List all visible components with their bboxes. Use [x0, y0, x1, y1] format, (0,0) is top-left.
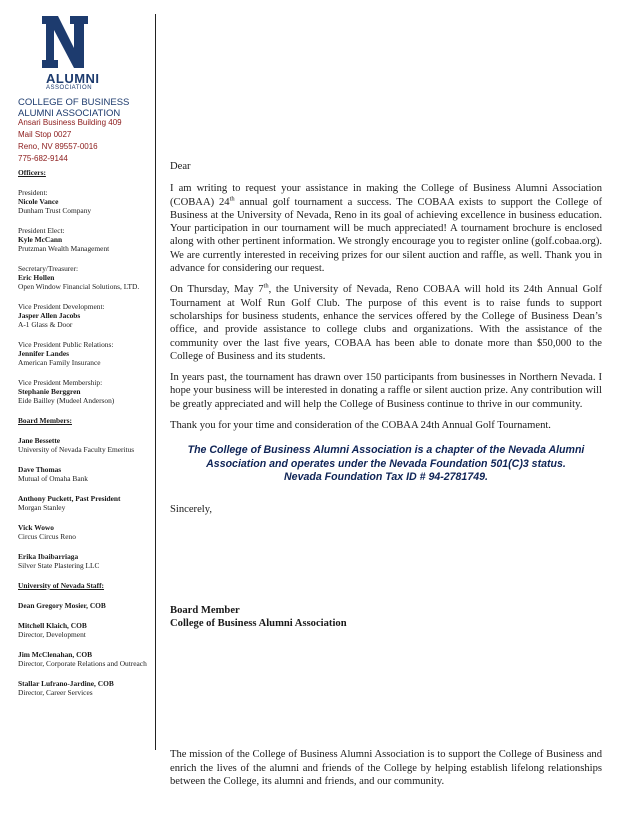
board-member-org: Circus Circus Reno — [18, 532, 76, 541]
officer-org: Prutzman Wealth Management — [18, 244, 110, 253]
officer-title: President: — [18, 188, 48, 197]
staff-name: Stallar Lufrano-Jardine, COB — [18, 679, 114, 688]
signature-org: College of Business Alumni Association — [170, 618, 347, 630]
closing: Sincerely, — [170, 503, 212, 515]
board-member-entry — [18, 523, 148, 541]
address-phone: 775-682-9144 — [18, 154, 68, 163]
staff-name: Jim McClenahan, COB — [18, 650, 93, 659]
paragraph-text: , the University of Nevada, Reno COBAA will hold its 24th Annual Golf Tournament at Wolf Run Golf Club. The purpose of this event is to raise funds to support scholarships for business students, enhance the services offered by the College of Business Dean’s office, and provide assistance to college clubs and organizations. With the assistance of the community over the last five years, COBAA has been able to donate more than $50,000 to the College of Business and its students. — [170, 284, 602, 362]
officer-entry — [18, 264, 148, 291]
mailing-address — [18, 117, 122, 165]
divider-line — [155, 14, 156, 750]
officer-title: Vice President Development: — [18, 302, 105, 311]
staff-header: University of Nevada Staff: — [18, 581, 105, 590]
logo-alumni-text: ALUMNI — [46, 71, 100, 86]
board-member-org: University of Nevada Faculty Emeritus — [18, 445, 135, 454]
address-line: Reno, NV 89557-0016 — [18, 142, 98, 151]
board-member-entry — [18, 494, 148, 512]
board-member-name: Anthony Puckett, Past President — [18, 494, 121, 503]
board-member-name: Dave Thomas — [18, 465, 62, 474]
paragraph-history: In years past, the tournament has drawn over 150 participants from businesses in Northern Nevada. I hope your business will be interested in donating a raffle or silent auction prize. Any contribution will be greatly appreciated and will help the College of Business continue to thrive in our community. — [170, 372, 602, 410]
officer-entry — [18, 188, 148, 215]
officer-entry — [18, 340, 148, 367]
officer-entry — [18, 378, 148, 405]
nevada-n-logo-icon — [40, 14, 90, 70]
officer-name: Jasper Allen Jacobs — [18, 311, 81, 320]
officer-title: Secretary/Treasurer: — [18, 264, 79, 273]
address-line: Ansari Business Building 409 — [18, 118, 122, 127]
officer-title: Vice President Public Relations: — [18, 340, 114, 349]
logo-association-text: ASSOCIATION — [46, 85, 93, 91]
officer-org: A-1 Glass & Door — [18, 320, 73, 329]
signature-title: Board Member — [170, 605, 240, 616]
chapter-statement — [170, 444, 602, 485]
staff-role: Director, Development — [18, 630, 86, 639]
tax-id-line: Nevada Foundation Tax ID # 94-2781749. — [284, 471, 488, 484]
officer-entry — [18, 226, 148, 253]
officer-org: American Family Insurance — [18, 358, 101, 367]
staff-role: Director, Corporate Relations and Outreach — [18, 659, 147, 668]
board-member-name: Jane Bessette — [18, 436, 61, 445]
staff-role: Director, Career Services — [18, 688, 93, 697]
address-line: Mail Stop 0027 — [18, 130, 72, 139]
officer-name: Stephanie Berggren — [18, 387, 81, 396]
officer-org: Dunham Trust Company — [18, 206, 92, 215]
superscript: th — [263, 282, 269, 290]
staff-entry — [18, 679, 148, 697]
logo-cob-line2: ALUMNI ASSOCIATION — [18, 108, 121, 119]
board-member-org: Silver State Plastering LLC — [18, 561, 100, 570]
board-member-entry — [18, 552, 148, 570]
paragraph-text: I am writing to request your assistance in making the College of Business Alumni Association (COBAA) 24 — [170, 183, 602, 208]
officer-name: Eric Hollen — [18, 273, 55, 282]
signature-block — [170, 604, 347, 631]
board-member-org: Mutual of Omaha Bank — [18, 474, 88, 483]
paragraph-event — [170, 283, 602, 363]
officers-header: Officers: — [18, 168, 46, 177]
officer-org: Open Window Financial Solutions, LTD. — [18, 282, 140, 291]
chapter-line: The College of Business Alumni Association is a chapter of the Nevada Alumni — [187, 444, 585, 457]
staff-name: Mitchell Klaich, COB — [18, 621, 87, 630]
letter-body — [170, 160, 602, 524]
paragraph-thanks: Thank you for your time and consideration of the COBAA 24th Annual Golf Tournament. — [170, 420, 551, 432]
officer-title: Vice President Membership: — [18, 378, 103, 387]
officer-org: Eide Bailley (Mudeel Anderson) — [18, 396, 115, 405]
officer-name: Nicole Vance — [18, 197, 59, 206]
board-members-header: Board Members: — [18, 416, 72, 425]
board-member-org: Morgan Stanley — [18, 503, 66, 512]
officer-name: Jennifer Landes — [18, 349, 69, 358]
officer-name: Kyle McCann — [18, 235, 63, 244]
logo-cob-line1: COLLEGE OF BUSINESS — [18, 97, 130, 108]
mission-statement: The mission of the College of Business Alumni Association is to support the College of Business and enrich the lives of the alumni and friends of the College by helping establish lifelong relationships between the College, its alumni and friends, and our community. — [170, 749, 602, 787]
chapter-line: Association and operates under the Nevada Foundation 501(C)3 status. — [206, 457, 566, 470]
officer-entry — [18, 302, 148, 329]
board-member-entry — [18, 465, 148, 483]
board-member-name: Erika Ibaibarriaga — [18, 552, 79, 561]
staff-entry — [18, 650, 148, 668]
paragraph-text: annual golf tournament a success. The COBAA exists to support the College of Business at the University of Nevada, Reno in its goal of achieving excellence in business education. Your participation in our tournament will be much appreciated! A tournament brochure is enclosed along with other pertinent information. We strongly encourage you to register online (golf.cobaa.org). We are currently interested in receiving prizes for our silent auction and raffle, as well. Thank you in advance for considering our request. — [170, 196, 602, 275]
salutation: Dear — [170, 161, 191, 172]
paragraph-text: On Thursday, May 7 — [170, 284, 264, 296]
staff-name: Dean Gregory Mosier, COB — [18, 601, 106, 610]
board-member-name: Vick Wowo — [18, 523, 54, 532]
staff-entry — [18, 621, 148, 639]
officer-title: President Elect: — [18, 226, 65, 235]
paragraph-request — [170, 182, 602, 275]
superscript: th — [229, 195, 235, 203]
staff-entry — [18, 601, 148, 610]
logo-college-name — [18, 97, 129, 119]
board-member-entry — [18, 436, 148, 454]
officers-sidebar — [18, 168, 148, 708]
